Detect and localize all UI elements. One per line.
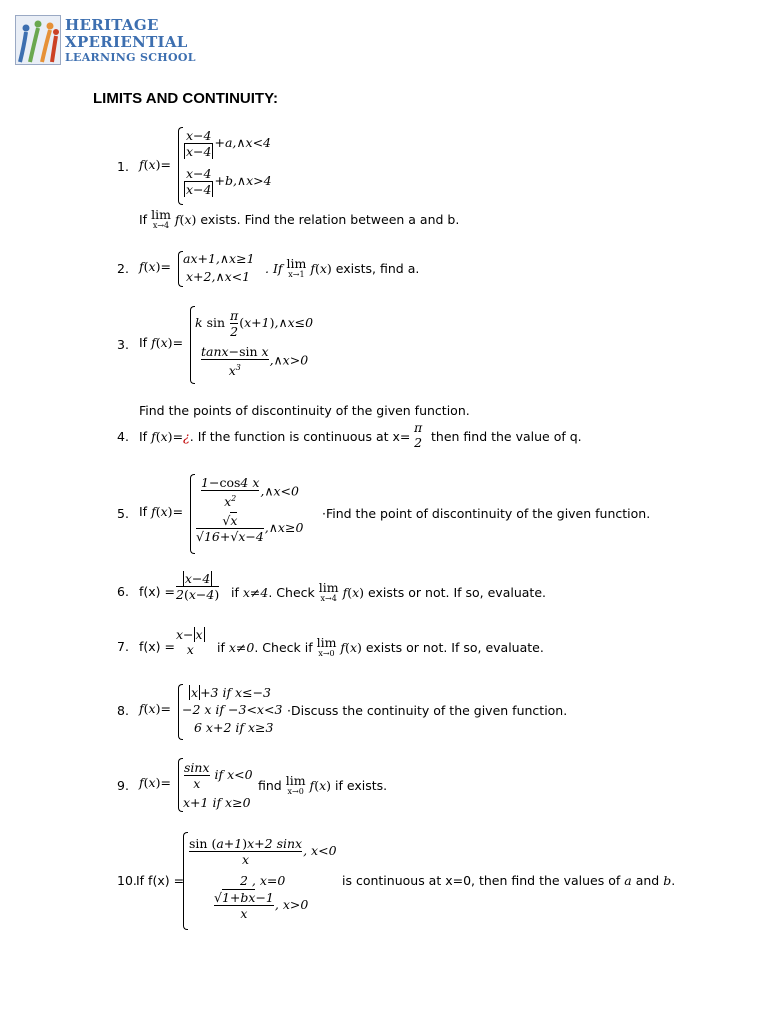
- limit-expression: lim x→0: [285, 773, 306, 796]
- math-expression: 6 x+2 if x≥3: [194, 720, 274, 735]
- question-text: If lim x→4 f(x) exists. Find the relation between a and b.: [139, 207, 460, 230]
- question-number: 8.: [117, 703, 129, 718]
- question-number: 10.: [117, 873, 137, 888]
- logo-emblem-icon: [15, 15, 61, 65]
- question-text: if x≠4. Check lim x→4 f(x) exists or not. If so, evaluate.: [231, 580, 546, 603]
- math-expression: x+1 if x≥0: [183, 795, 251, 810]
- math-expression: −2 x if −3<x<3: [182, 702, 283, 717]
- question-text: then find the value of q.: [431, 429, 582, 444]
- question-number: 5.: [117, 506, 129, 521]
- math-expression: 2 , x=0: [240, 873, 286, 888]
- math-expression: x− x x: [176, 627, 203, 657]
- math-expression: x+2,∧x<1: [186, 269, 251, 284]
- math-expression: $\frac{1-\cos 4 x}{x^2}$ ,∧x<0: [201, 475, 299, 510]
- limit-expression: lim x→4: [318, 580, 339, 603]
- question-number: 1.: [117, 159, 129, 174]
- question-text: . If lim x→1 f(x) exists, find a.: [265, 256, 420, 279]
- question-number: 7.: [117, 639, 129, 654]
- math-expression: π 2: [414, 420, 423, 450]
- math-expression: $\frac{\sin x}{x}$ if x<0: [184, 760, 253, 791]
- question-number: 4.: [117, 429, 129, 444]
- math-expression: $\frac{x-4}{x-4}$ +b,∧x>4: [186, 166, 272, 197]
- logo-line-2: XPERIENTIAL: [65, 33, 188, 51]
- question-text: If f(x)=: [139, 504, 184, 519]
- math-expression: ax+1,∧x≥1: [183, 251, 255, 266]
- logo-line-3: LEARNING SCHOOL: [65, 51, 196, 64]
- limit-expression: lim x→4: [151, 207, 171, 230]
- question-text: ·Find the point of discontinuity of the given function.: [322, 506, 651, 521]
- math-expression: $\frac{x-4}{x-4}$ +a,∧x<4: [186, 128, 272, 159]
- question-text: f(x) =: [139, 639, 175, 654]
- question-number: 6.: [117, 584, 129, 599]
- page-title: LIMITS AND CONTINUITY:: [93, 90, 278, 107]
- math-expression: $\frac{\text{tanx−sin x}}{x^3}$ ,∧x>0: [201, 344, 309, 379]
- math-expression: $\frac{\sin (a+1)x+2 \sin x}{x}$ , x<0: [189, 836, 337, 867]
- math-expression: $\frac{x-4}{2(x-4)}$: [176, 571, 220, 602]
- question-text: is continuous at x=0, then find the values of a and b.: [342, 873, 676, 888]
- math-expression: f(x)=: [139, 775, 171, 790]
- logo-wordmark: [65, 17, 196, 64]
- math-expression: f(x)=: [139, 157, 171, 172]
- question-text: f(x) =: [139, 584, 175, 599]
- question-text: if x≠0. Check if lim x→0 f(x) exists or not. If so, evaluate.: [217, 635, 544, 658]
- limit-expression: lim x→0: [316, 635, 337, 658]
- question-text: find lim x→0 f(x) if exists.: [258, 773, 388, 796]
- question-text: If f(x) =: [136, 873, 185, 888]
- question-text: If f(x)=¿. If the function is continuous at x=: [139, 429, 411, 444]
- question-text: Find the points of discontinuity of the given function.: [139, 403, 470, 418]
- question-number: 9.: [117, 778, 129, 793]
- math-expression: $\frac{√1+bx-1}{x}$ , x>0: [214, 890, 309, 921]
- school-logo: [15, 15, 215, 67]
- math-expression: $\frac{√x}{√16+√x-4}$ ,∧x≥0: [196, 513, 304, 544]
- math-expression: f(x)=: [139, 259, 171, 274]
- limit-expression: lim x→1: [286, 256, 307, 279]
- question-text: If f(x)=: [139, 335, 184, 350]
- logo-line-1: HERITAGE: [65, 16, 159, 34]
- math-expression: f(x)=: [139, 701, 171, 716]
- question-number: 2.: [117, 261, 129, 276]
- math-expression: x +3 if x≤−3: [191, 685, 272, 700]
- question-number: 3.: [117, 337, 129, 352]
- question-text: ·Discuss the continuity of the given function.: [287, 703, 568, 718]
- math-expression: k sin $\frac{\pi}{2}$ (x+1),∧x≤0: [195, 308, 314, 339]
